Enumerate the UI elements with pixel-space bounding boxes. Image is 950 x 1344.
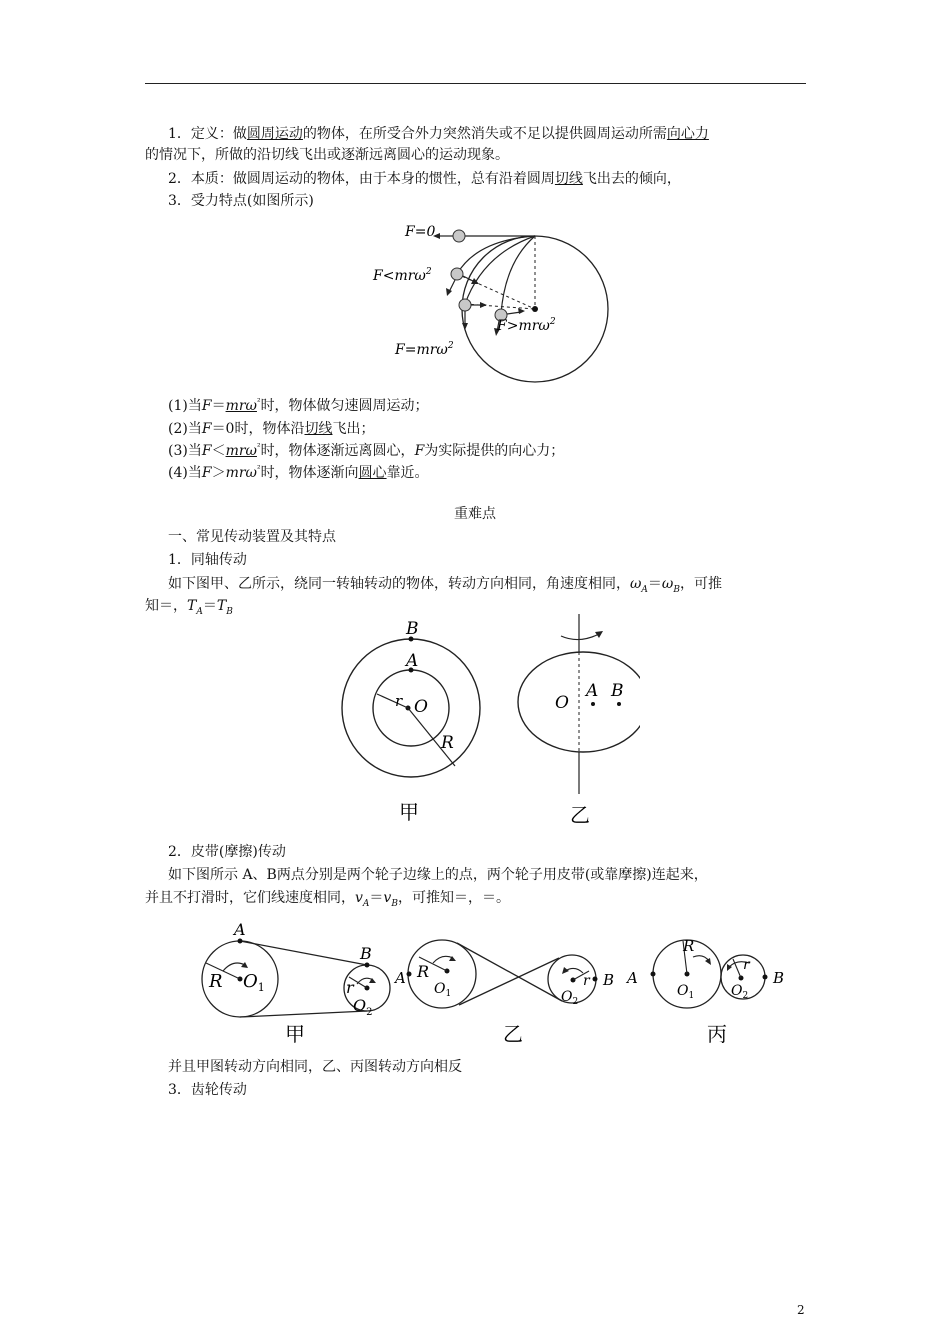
rotation-arrow xyxy=(561,634,599,640)
heading-coaxial: 1．同轴传动 xyxy=(168,552,247,568)
heading-gear: 3．齿轮传动 xyxy=(168,1082,247,1098)
text: 2．本质：做圆周运动的物体，由于本身的惯性，总有沿着圆周 xyxy=(168,171,555,187)
yi-label-b: B xyxy=(603,971,615,989)
label-b: B xyxy=(406,619,419,639)
bing-label-o1: $O_1$ xyxy=(677,983,695,1001)
label-o2: O xyxy=(555,693,569,713)
ball-f0 xyxy=(453,230,465,242)
coaxial-text-2: 知＝，$T_A=T_B$ xyxy=(145,598,233,617)
yi-label-r: r xyxy=(583,973,590,989)
yi-point-b xyxy=(593,977,598,982)
radius-r xyxy=(377,694,408,708)
underlined-term: 圆周运动 xyxy=(246,126,303,142)
center-dot xyxy=(532,306,538,312)
label-r: r xyxy=(395,692,403,710)
heading-belt: 2．皮带(摩擦)传动 xyxy=(168,844,286,860)
jia-label-r: r xyxy=(346,978,354,997)
definition-line-1 xyxy=(168,125,709,143)
force-figure xyxy=(365,212,618,390)
path-greater-force xyxy=(501,236,535,314)
yi-belt-cross-2 xyxy=(459,958,559,1005)
jia-label-b: B xyxy=(360,944,372,963)
force-heading: 3．受力特点(如图所示) xyxy=(168,193,314,209)
label-R: R xyxy=(441,733,454,753)
caption-yi: 乙 xyxy=(570,803,590,827)
bing-point-a xyxy=(651,972,656,977)
rotation-arrow-head xyxy=(595,631,603,638)
yi-point-a xyxy=(407,972,412,977)
underlined-term: 向心力 xyxy=(666,126,709,142)
caption-jia: 甲 xyxy=(399,800,419,824)
section-title: 重难点 xyxy=(454,506,496,522)
jia-point-a xyxy=(238,939,243,944)
coaxial-text-1: 如下图甲、乙所示，绕同一转轴转动的物体，转动方向相同，角速度相同，$\omega_A=\omega_B$，可推 xyxy=(168,576,722,595)
jia-point-b xyxy=(365,963,370,968)
heading-transmission: 一、常见传动装置及其特点 xyxy=(168,529,336,545)
bing-label-b: B xyxy=(773,969,785,987)
belt-text-1: 如下图所示 A、B两点分别是两个轮子边缘上的点，两个轮子用皮带(或靠摩擦)连起来， xyxy=(168,867,708,883)
point-b2-dot xyxy=(617,702,621,706)
path-less-force xyxy=(457,236,535,274)
caption-bing: 丙 xyxy=(707,1022,727,1046)
yi-label-o1: $O_1$ xyxy=(434,981,452,999)
label-less: F<mrω$^2$ xyxy=(373,267,432,284)
label-f0: F=0 xyxy=(405,224,436,240)
ball-equal xyxy=(459,299,471,311)
text: 的物体，在所受合外力突然消失或不足以提供圆周运动所需 xyxy=(302,126,667,142)
inner-circle xyxy=(373,670,449,746)
jia-rot-arrow-big-head xyxy=(241,962,248,968)
caption-jia: 甲 xyxy=(285,1022,305,1046)
arrow-less-head xyxy=(446,288,452,296)
bing-label-r: r xyxy=(743,957,750,973)
jia-label-o1: $O_1$ xyxy=(243,971,265,994)
text: 飞出去的倾向， xyxy=(582,171,681,187)
label-b2: B xyxy=(611,681,624,701)
bing-point-b xyxy=(763,975,768,980)
label-equal: F=mrω$^2$ xyxy=(395,341,454,358)
yi-label-R: R xyxy=(417,962,430,981)
yi-belt-cross-1 xyxy=(457,943,562,1001)
caption-yi: 乙 xyxy=(503,1022,523,1046)
page-number: 2 xyxy=(797,1303,805,1317)
arrow-greater-in-head xyxy=(518,308,525,314)
bing-label-R: R xyxy=(683,937,695,955)
yi-label-a: A xyxy=(395,969,406,987)
case-2: (2)当F＝0时，物体沿切线飞出； xyxy=(168,421,375,437)
label-greater: F>mrω$^2$ xyxy=(497,317,556,334)
text: 1．定义：做 xyxy=(168,126,247,142)
case-1: (1)当F＝mrω$^{^2}$时，物体做匀速圆周运动； xyxy=(168,397,429,414)
essence-line xyxy=(168,170,681,188)
label-o: O xyxy=(414,697,428,717)
bing-label-o2: $O_2$ xyxy=(731,983,749,1001)
jia-label-a: A xyxy=(234,920,246,939)
label-a2: A xyxy=(586,681,599,701)
case-3: (3)当F＜mrω$^{^2}$时，物体逐渐远离圆心，F为实际提供的向心力； xyxy=(168,442,565,459)
jia-label-o2: $O_2$ xyxy=(353,996,373,1018)
belt-text-2: 并且不打滑时，它们线速度相同，$v_A=v_B$，可推知＝，＝。 xyxy=(145,890,510,909)
point-a2-dot xyxy=(591,702,595,706)
belt-direction-note: 并且甲图转动方向相同，乙、丙图转动方向相反 xyxy=(168,1059,462,1075)
ball-less xyxy=(451,268,463,280)
jia-belt-top xyxy=(240,941,367,965)
underlined-term: 切线 xyxy=(554,171,583,187)
jia-label-R: R xyxy=(209,971,223,992)
arrow-equal-in-head xyxy=(480,302,487,308)
header-rule xyxy=(145,83,806,84)
belt-figure xyxy=(197,913,787,1053)
definition-line-2: 的情况下，所做的沿切线飞出或逐渐远离圆心的运动现象。 xyxy=(145,147,509,163)
bing-label-a: A xyxy=(627,969,638,987)
arrow-equal-head xyxy=(462,323,468,330)
yi-label-o2: $O_2$ xyxy=(561,989,579,1007)
label-a: A xyxy=(406,651,419,671)
case-4: (4)当F＞mrω$^{^2}$时，物体逐渐向圆心靠近。 xyxy=(168,464,429,481)
yi-rot-arrow-small-head xyxy=(562,967,569,974)
coaxial-figure xyxy=(333,614,640,840)
